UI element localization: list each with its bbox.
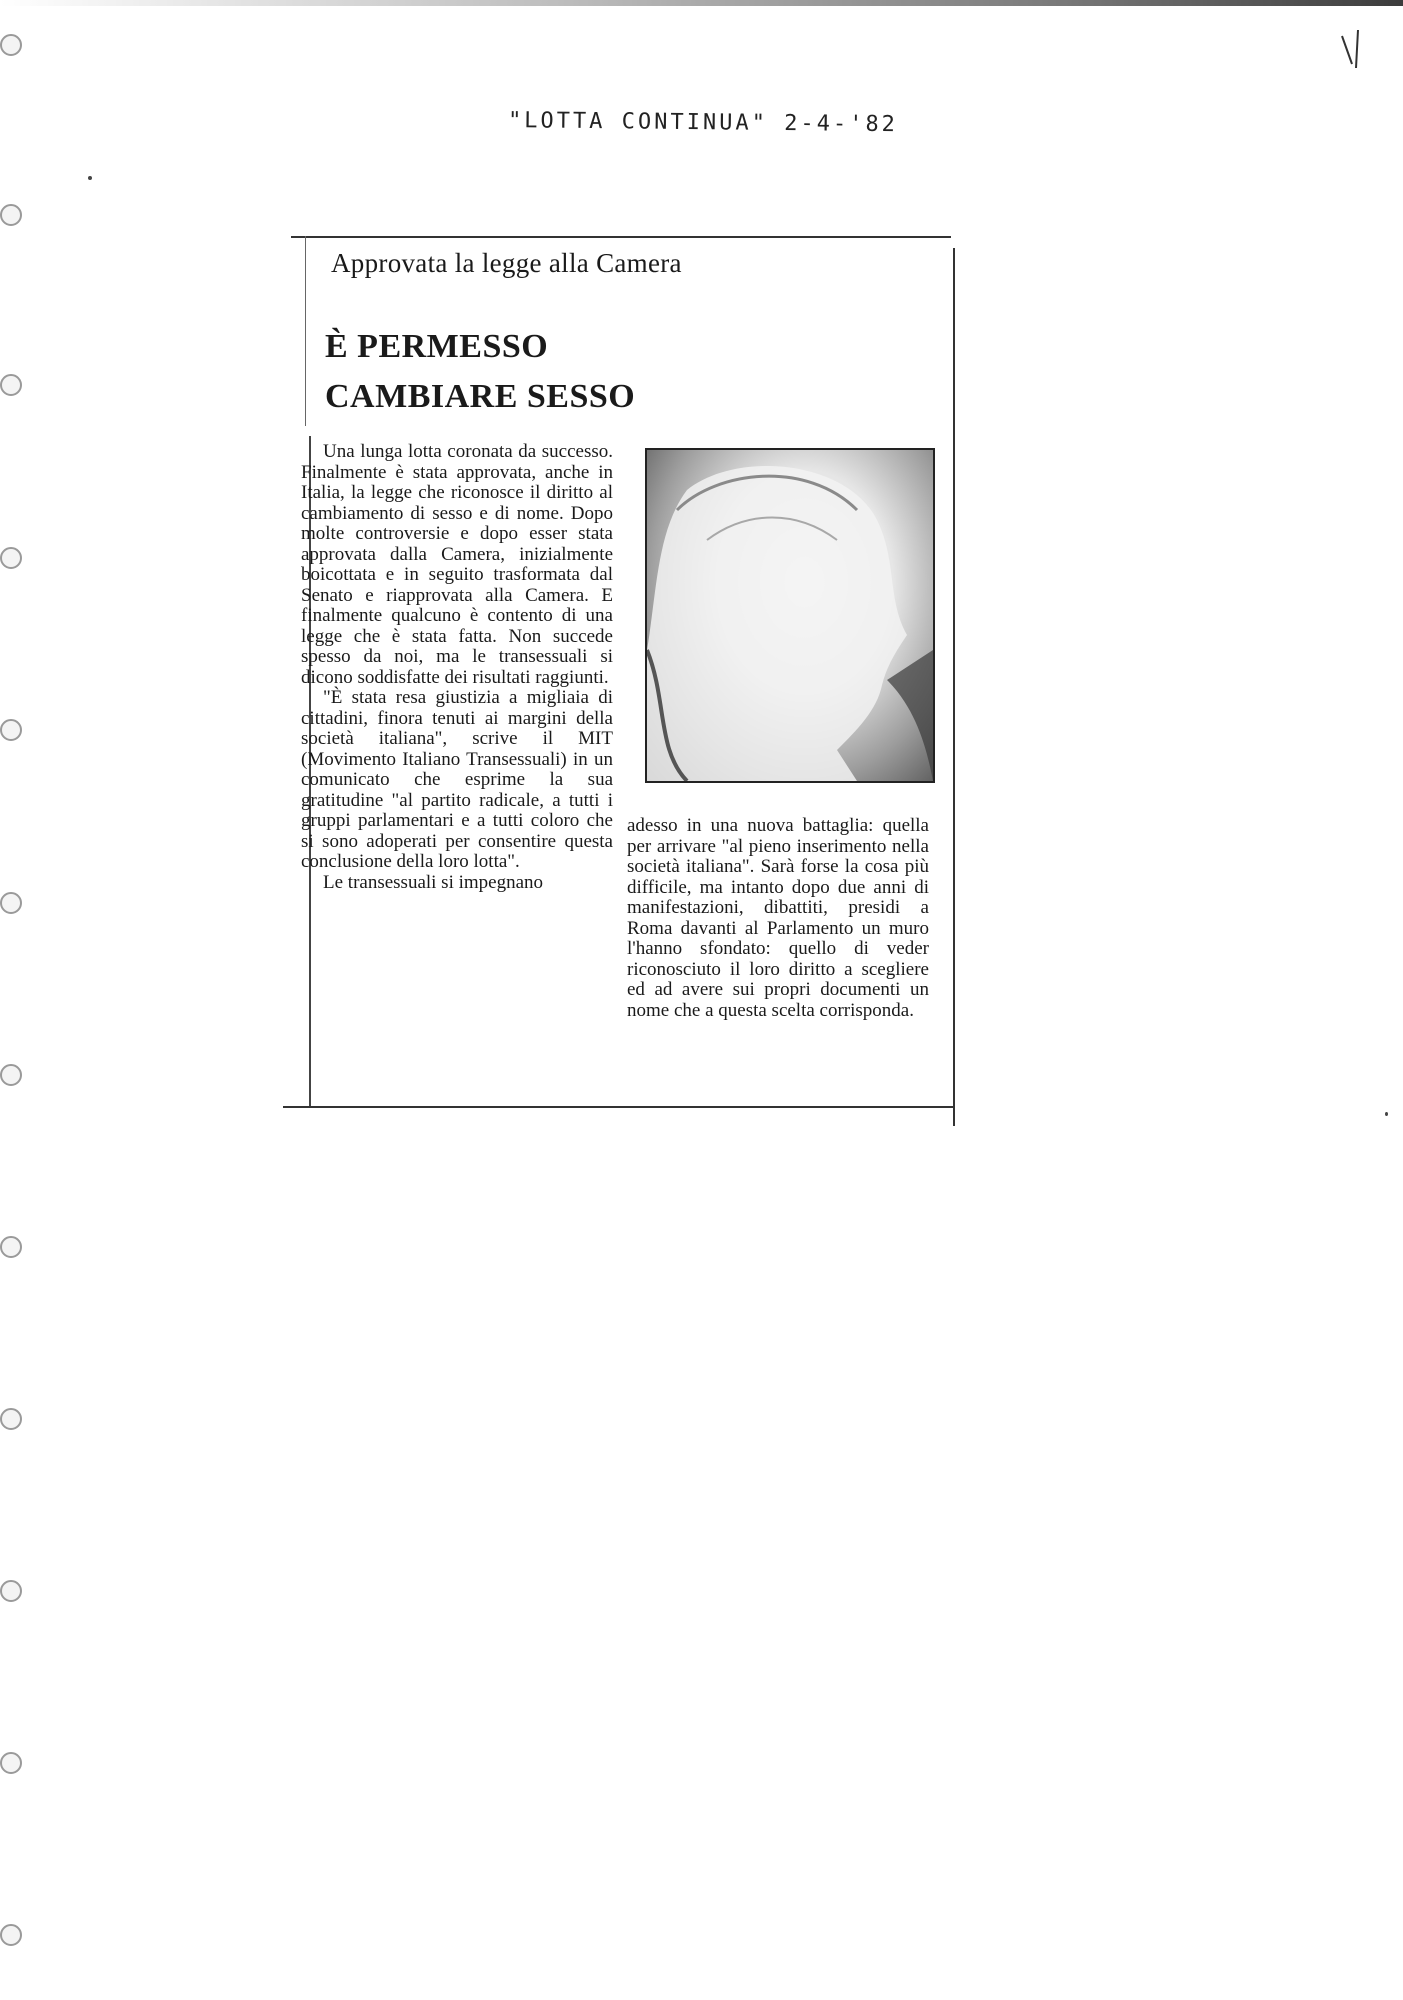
- article-column-right: [627, 816, 929, 1021]
- punch-hole: [0, 374, 22, 396]
- article-photo: [645, 448, 935, 783]
- article-paragraph: Una lunga lotta coronata da successo. Finalmente è stata approvata, anche in Italia, la legge che riconosce il diritto al cambiamento di sesso e di nome. Dopo molte controversie e dopo esser stata approvata dalla Camera, inizialmente boicottata e in seguito trasformata dal Senato e riapprovata alla Camera. E finalmente qualcuno è contento di una legge che è stata fatta. Non succede spesso da noi, ma le transessuali si dicono soddisfatte dei risultati raggiunti.: [301, 441, 613, 688]
- punch-hole: [0, 34, 22, 56]
- punch-hole: [0, 1924, 22, 1946]
- article-headline: [325, 322, 885, 422]
- article-paragraph: Le transessuali si impegnano: [323, 871, 544, 893]
- punch-hole: [0, 547, 22, 569]
- punch-hole: [0, 1580, 22, 1602]
- punch-hole: [0, 719, 22, 741]
- punch-hole: [0, 1064, 22, 1086]
- article-kicker: Approvata la legge alla Camera: [331, 248, 682, 278]
- article-paragraph: adesso in una nuova battaglia: quella per arrivare "al pieno inserimento nella società italiana". Sarà forse la cosa più difficile, ma intanto dopo due anni di manifestazioni, dibattiti, presidi a Roma davanti al Parlamento un muro l'hanno sfondato: quello di veder riconosciuto il loro diritto a scegliere ed ad avere sui propri documenti un nome che a questa scelta corrisponda.: [627, 815, 929, 1021]
- ink-speck: [1385, 1112, 1388, 1116]
- headline-line: CAMBIARE SESSO: [325, 378, 636, 415]
- newspaper-clipping: [283, 236, 955, 1126]
- clipping-right-edge: [953, 248, 955, 1126]
- article-column-left: [301, 442, 613, 893]
- punch-hole: [0, 1752, 22, 1774]
- portrait-silhouette: [647, 450, 933, 781]
- ink-speck: [88, 176, 92, 180]
- clipping-bottom-edge: [283, 1106, 955, 1108]
- punch-hole: [0, 892, 22, 914]
- clipping-top-edge: [291, 236, 951, 238]
- punch-hole: [0, 1408, 22, 1430]
- pencil-mark: [1340, 28, 1370, 72]
- article-paragraph: "È stata resa giustizia a migliaia di cittadini, finora tenuti ai margini della società italiana", scrive il MIT (Movimento Italiano Transessuali) in un comunicato che esprime la sua gratitudine "al partito radicale, a tutti i gruppi parlamentari e a tutti coloro che si sono adoperati per consentire questa conclusione della loro lotta".: [301, 687, 613, 872]
- punch-hole: [0, 204, 22, 226]
- clipping-left-edge: [305, 236, 306, 426]
- punch-hole: [0, 1236, 22, 1258]
- headline-line: È PERMESSO: [325, 328, 549, 365]
- handwritten-source-note: "LOTTA CONTINUA" 2-4-'82: [507, 108, 899, 138]
- scan-top-edge: [0, 0, 1403, 6]
